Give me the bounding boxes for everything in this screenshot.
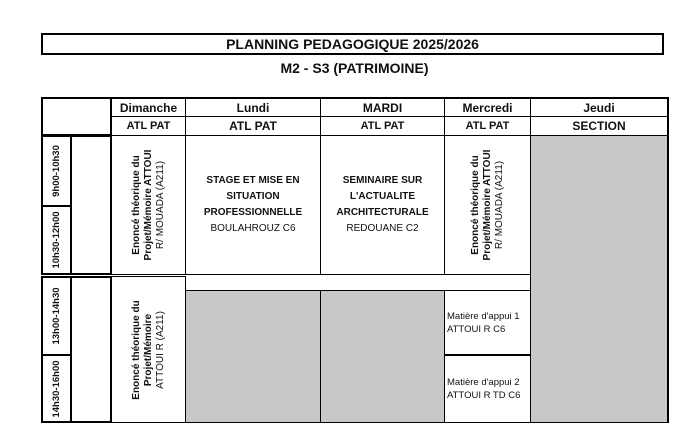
day-header-mardi: MARDI <box>320 97 445 117</box>
time-label: 14h30-16h00 <box>50 359 62 418</box>
session-lundi-morning: STAGE ET MISE EN SITUATION PROFESSIONNELLE BOULAHROUZ C6 <box>185 135 321 275</box>
time-slot-3 <box>41 276 72 356</box>
time-label: 13h00-14h30 <box>50 287 62 345</box>
jeudi-empty-block <box>530 135 669 423</box>
time-slot-4 <box>41 354 72 423</box>
session-text: Enoncé théorique du Projet/Mémoire ATTOUI R (A211) <box>130 299 166 400</box>
group-lundi: ATL PAT <box>185 116 321 136</box>
time-label: 9h00-10h30 <box>50 145 62 197</box>
day-header-jeudi: Jeudi <box>530 97 669 117</box>
time-slot-2 <box>41 205 72 275</box>
group-mercredi: ATL PAT <box>444 116 531 136</box>
lundi-afternoon-empty <box>185 290 321 423</box>
time-column-morning-gap <box>71 135 112 275</box>
session-text: Enoncé théorique du Projet/Mémoire ATTOUI R/ MOUADA (A211) <box>130 149 166 261</box>
session-mercredi-afternoon-1: Matière d'appui 1 ATTOUI R C6 <box>444 290 531 356</box>
time-column-afternoon-gap <box>71 276 112 423</box>
day-header-dimanche: Dimanche <box>111 97 186 117</box>
group-mardi: ATL PAT <box>320 116 445 136</box>
page-subtitle: M2 - S3 (PATRIMOINE) <box>280 60 429 76</box>
session-dimanche-afternoon <box>111 276 186 423</box>
day-header-lundi: Lundi <box>185 97 321 117</box>
group-jeudi: SECTION <box>530 116 669 136</box>
session-mardi-morning: SEMINAIRE SUR L'ACTUALITE ARCHITECTURALE REDOUANE C2 <box>320 135 445 275</box>
mardi-afternoon-empty <box>320 290 445 423</box>
session-text: Enoncé théorique du Projet/Mémoire ATTOUI R/ MOUADA (A211) <box>469 149 505 261</box>
schedule-table <box>41 97 669 423</box>
session-dimanche-morning <box>111 135 186 275</box>
session-mercredi-afternoon-2: Matière d'appui 2 ATTOUI R TD C6 <box>444 354 531 423</box>
time-slot-1 <box>41 135 72 207</box>
corner-cell <box>41 97 112 136</box>
group-dimanche: ATL PAT <box>111 116 186 136</box>
page-title: PLANNING PEDAGOGIQUE 2025/2026 <box>41 33 664 55</box>
day-header-mercredi: Mercredi <box>444 97 531 117</box>
session-mercredi-morning <box>444 135 531 275</box>
time-label: 10h30-12h00 <box>50 211 62 269</box>
